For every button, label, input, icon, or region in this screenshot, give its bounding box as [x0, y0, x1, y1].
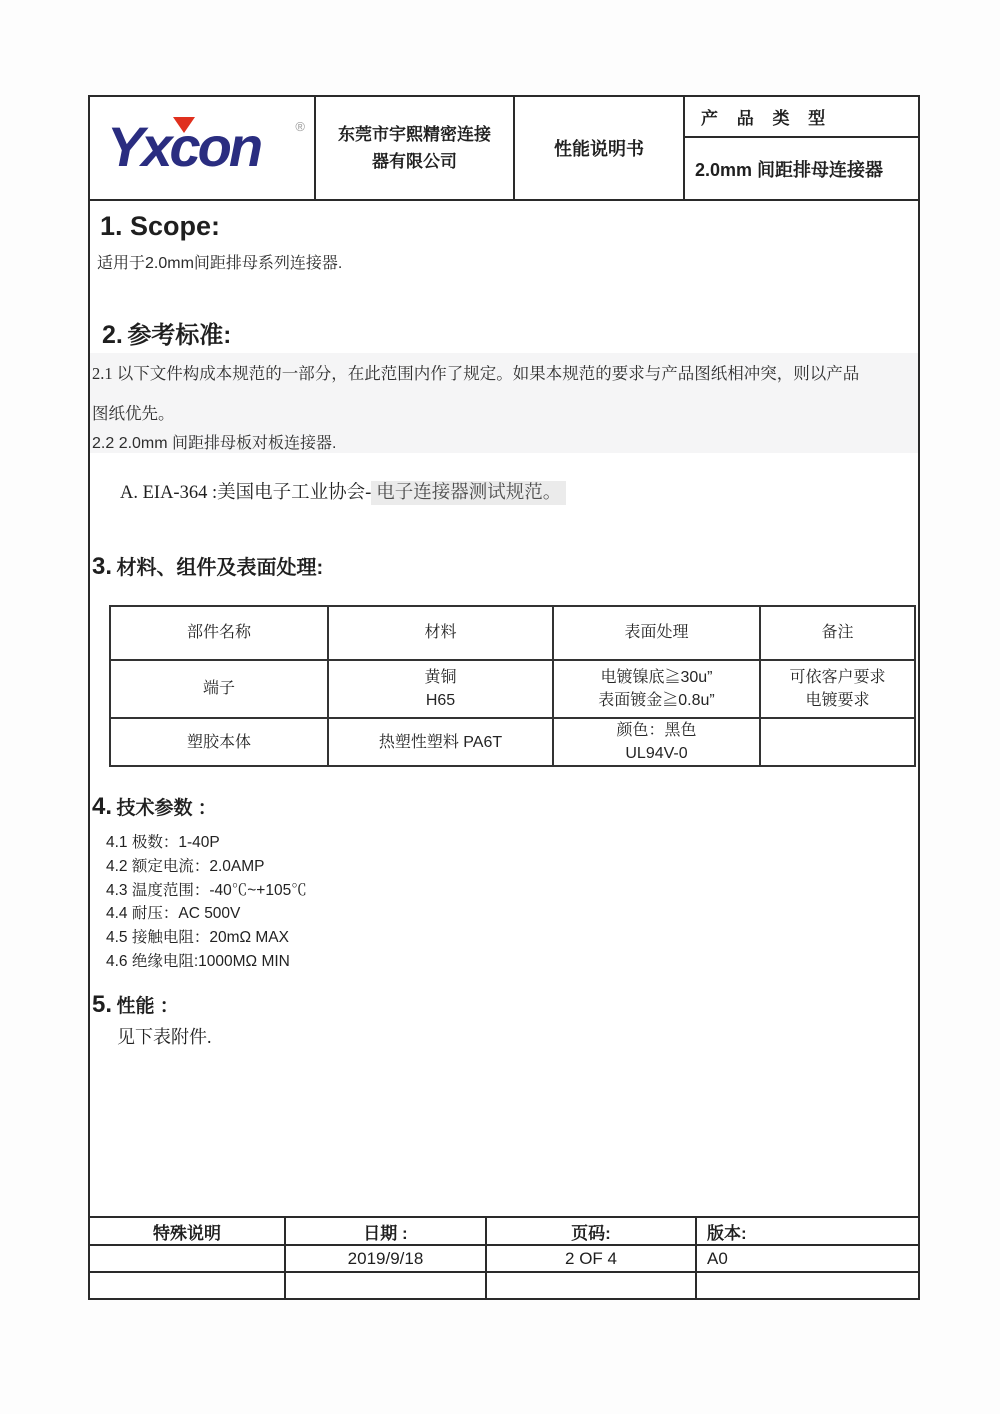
materials-row1-surface-line2: 表面镀金≧0.8u”: [598, 692, 715, 709]
registered-trademark-icon: ®: [295, 119, 305, 134]
materials-heading-number: 3.: [92, 553, 113, 580]
list-item: 4.2 额定电流：2.0AMP: [106, 857, 265, 875]
list-item: 4.3 温度范围：-40℃~+105℃: [106, 881, 307, 899]
reference-heading-number: 2.: [102, 321, 123, 349]
footer-empty-cell: [286, 1273, 487, 1298]
reference-item-2-1-line1: 2.1 以下文件构成本规范的一部分，在此范围内作了规定。如果本规范的要求与产品图纸相冲突，则以产品: [92, 364, 860, 383]
footer-version-value: A0: [697, 1246, 918, 1273]
product-type-label: 产 品 类 型: [685, 97, 918, 138]
table-row: [110, 660, 915, 718]
parameters-list: [106, 831, 307, 974]
materials-heading-text: 材料、组件及表面处理:: [116, 557, 324, 579]
list-item: 4.1 极数：1-40P: [106, 834, 220, 851]
logo-wordmark: Yxcon: [107, 115, 261, 178]
company-name-line1: 东莞市宇熙精密连接: [338, 125, 491, 144]
reference-item-a-highlight: 电子连接器测试规范。: [371, 481, 566, 505]
reference-item-2-1-line2: 图纸优先。: [92, 404, 175, 423]
company-logo: [107, 115, 305, 179]
materials-row2-surface: [553, 718, 760, 766]
reference-paragraph-block: [90, 353, 918, 453]
materials-row1-material-line1: 黄铜: [424, 668, 457, 686]
materials-row2-surface-line2: UL94V-0: [625, 745, 688, 763]
logo-cell: [90, 97, 316, 199]
performance-heading-number: 5.: [92, 991, 113, 1018]
materials-header-material: 材料: [328, 606, 553, 660]
materials-row1-material-line2: H65: [425, 692, 456, 709]
scope-heading: 1. Scope:: [100, 211, 221, 241]
materials-heading: [92, 551, 323, 581]
product-type-cell: [685, 97, 918, 199]
list-item: 4.6 绝缘电阻:1000MΩ MIN: [106, 952, 290, 970]
scope-body: 适用于2.0mm间距排母系列连接器.: [97, 255, 343, 272]
materials-row1-surface: [553, 660, 760, 718]
performance-heading-text: 性能 ：: [116, 996, 179, 1017]
materials-row1-material: [328, 660, 553, 718]
footer-special-note-value: [90, 1246, 286, 1273]
materials-header-surface: 表面处理: [553, 606, 760, 660]
materials-row2-material: 热塑性塑料 PA6T: [328, 718, 553, 766]
document-frame: [88, 95, 920, 1300]
materials-table-header-row: [110, 606, 915, 660]
table-row: [110, 718, 915, 766]
footer-empty-cell: [487, 1273, 697, 1298]
reference-heading-text: 参考标准:: [127, 322, 232, 349]
header-table: [90, 97, 918, 201]
parameters-heading-number: 4.: [92, 793, 113, 820]
performance-heading: [92, 991, 179, 1019]
materials-row1-note-line1: 可依客户要求: [789, 668, 886, 686]
product-type-value: 2.0mm 间距排母连接器: [695, 159, 884, 180]
materials-header-note: 备注: [760, 606, 915, 660]
reference-item-a-prefix: A. EIA-364 :美国电子工业协会-: [120, 483, 372, 503]
materials-row2-note: [760, 718, 915, 766]
footer-page-value: 2 OF 4: [487, 1246, 697, 1273]
logo-triangle-icon: [173, 117, 195, 133]
parameters-heading-text: 技术参数 ：: [116, 798, 217, 819]
list-item: 4.4 耐压：AC 500V: [106, 905, 241, 923]
company-name-cell: [316, 97, 515, 199]
parameters-heading: [92, 793, 217, 821]
document-type: 性能说明书: [554, 139, 644, 159]
performance-body: 见下表附件.: [117, 1027, 212, 1047]
footer-date-label: 日期 :: [286, 1218, 487, 1246]
footer-empty-cell: [697, 1273, 918, 1298]
footer-table: [90, 1216, 918, 1298]
reference-item-a: [120, 478, 566, 504]
document-type-cell: [515, 97, 685, 199]
materials-header-part: 部件名称: [110, 606, 328, 660]
materials-row2-surface-line1: 颜色：黑色: [616, 722, 697, 739]
list-item: 4.5 接触电阻：20mΩ MAX: [106, 929, 289, 947]
materials-row1-note: [760, 660, 915, 718]
footer-empty-cell: [90, 1273, 286, 1298]
footer-page-label: 页码:: [487, 1218, 697, 1246]
footer-version-label: 版本:: [697, 1218, 918, 1246]
materials-table: [109, 605, 916, 767]
materials-row1-surface-line1: 电镀镍底≧30u”: [600, 668, 713, 686]
materials-row1-part: 端子: [110, 660, 328, 718]
company-name-line2: 器有限公司: [372, 152, 457, 171]
materials-row2-part: 塑胶本体: [110, 718, 328, 766]
footer-special-note-label: 特殊说明: [90, 1218, 286, 1246]
materials-row1-note-line2: 电镀要求: [805, 692, 870, 709]
reference-heading: [102, 315, 231, 350]
footer-date-value: 2019/9/18: [286, 1246, 487, 1273]
reference-item-2-2: 2.2 2.0mm 间距排母板对板连接器.: [92, 435, 337, 452]
